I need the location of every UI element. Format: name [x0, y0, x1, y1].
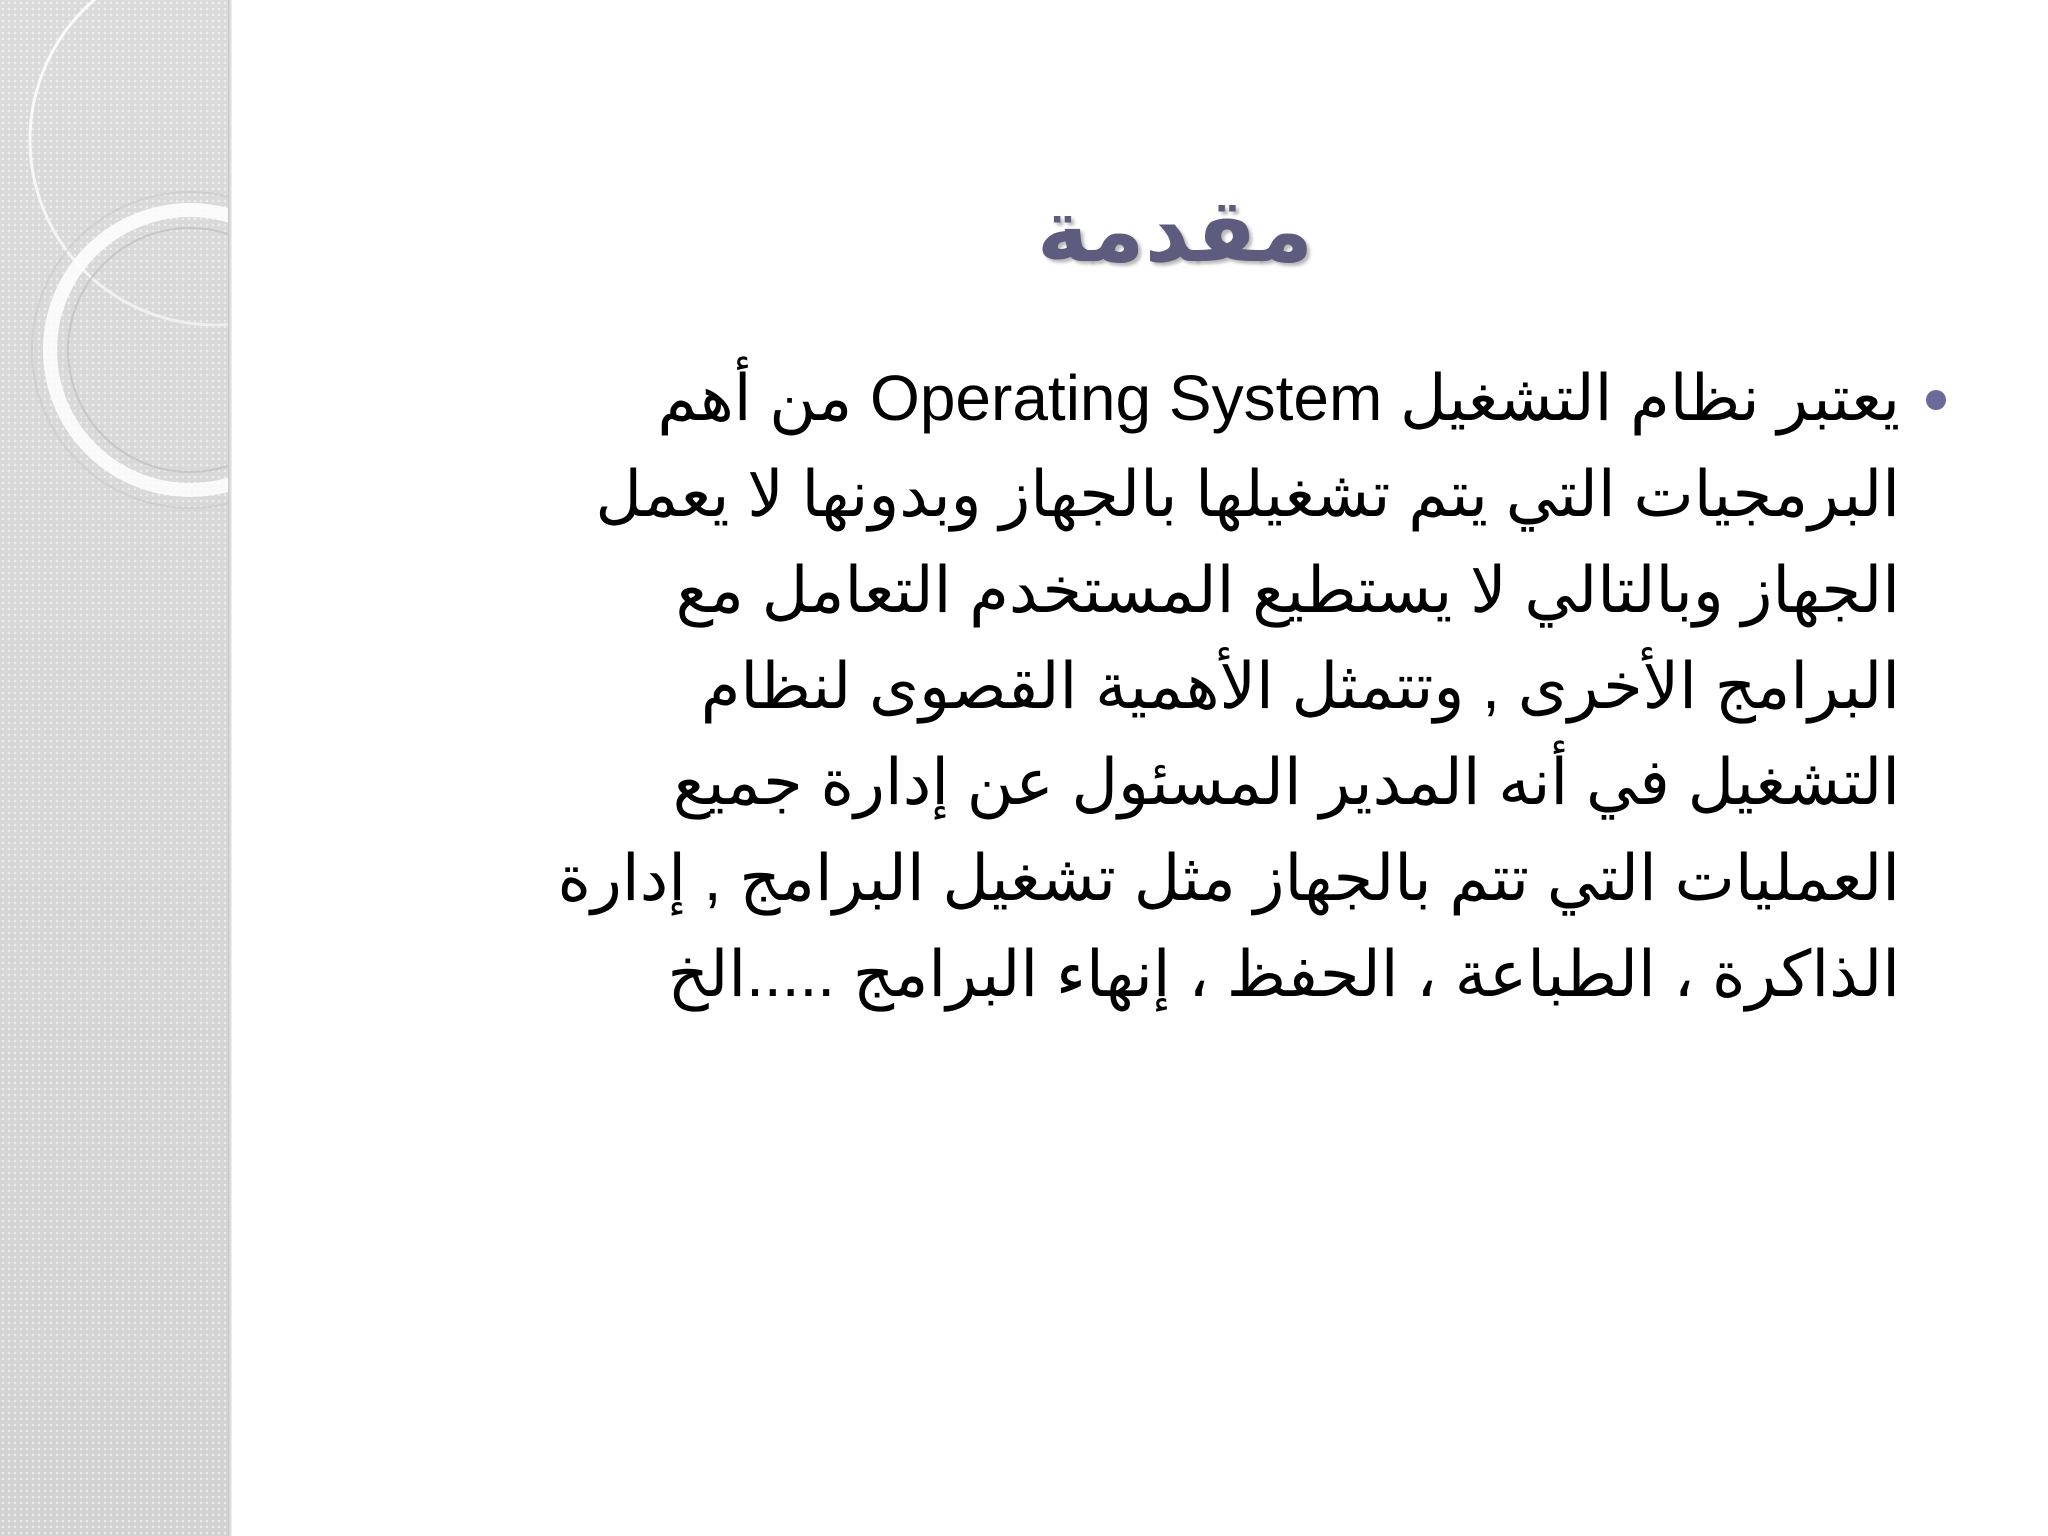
- bullet-line: التشغيل في أنه المدير المسئول عن إدارة جميع: [672, 746, 1900, 818]
- slide-title: مقدمة: [1036, 178, 1314, 282]
- bullet-line: الذاكرة ، الطباعة ، الحفظ ، إنهاء البرامج .....الخ: [667, 938, 1900, 1010]
- bullet-line: يعتبر نظام التشغيل Operating System من أهم: [657, 362, 1900, 434]
- decorative-rings: [0, 0, 228, 800]
- bullet-line: العمليات التي تتم بالجهاز مثل تشغيل البرامج , إدارة: [557, 842, 1900, 914]
- bullet-item: [340, 350, 1900, 1022]
- bullet-line: البرامج الأخرى , وتتمثل الأهمية القصوى لنظام: [700, 650, 1900, 722]
- decorative-side-panel: [0, 0, 228, 1536]
- bullet-line: الجهاز وبالتالي لا يستطيع المستخدم التعامل مع: [675, 554, 1900, 626]
- bullet-line: البرمجيات التي يتم تشغيلها بالجهاز وبدونها لا يعمل: [595, 458, 1900, 530]
- bullet-list: [340, 350, 1900, 1022]
- bullet-dot-icon: [1926, 390, 1946, 410]
